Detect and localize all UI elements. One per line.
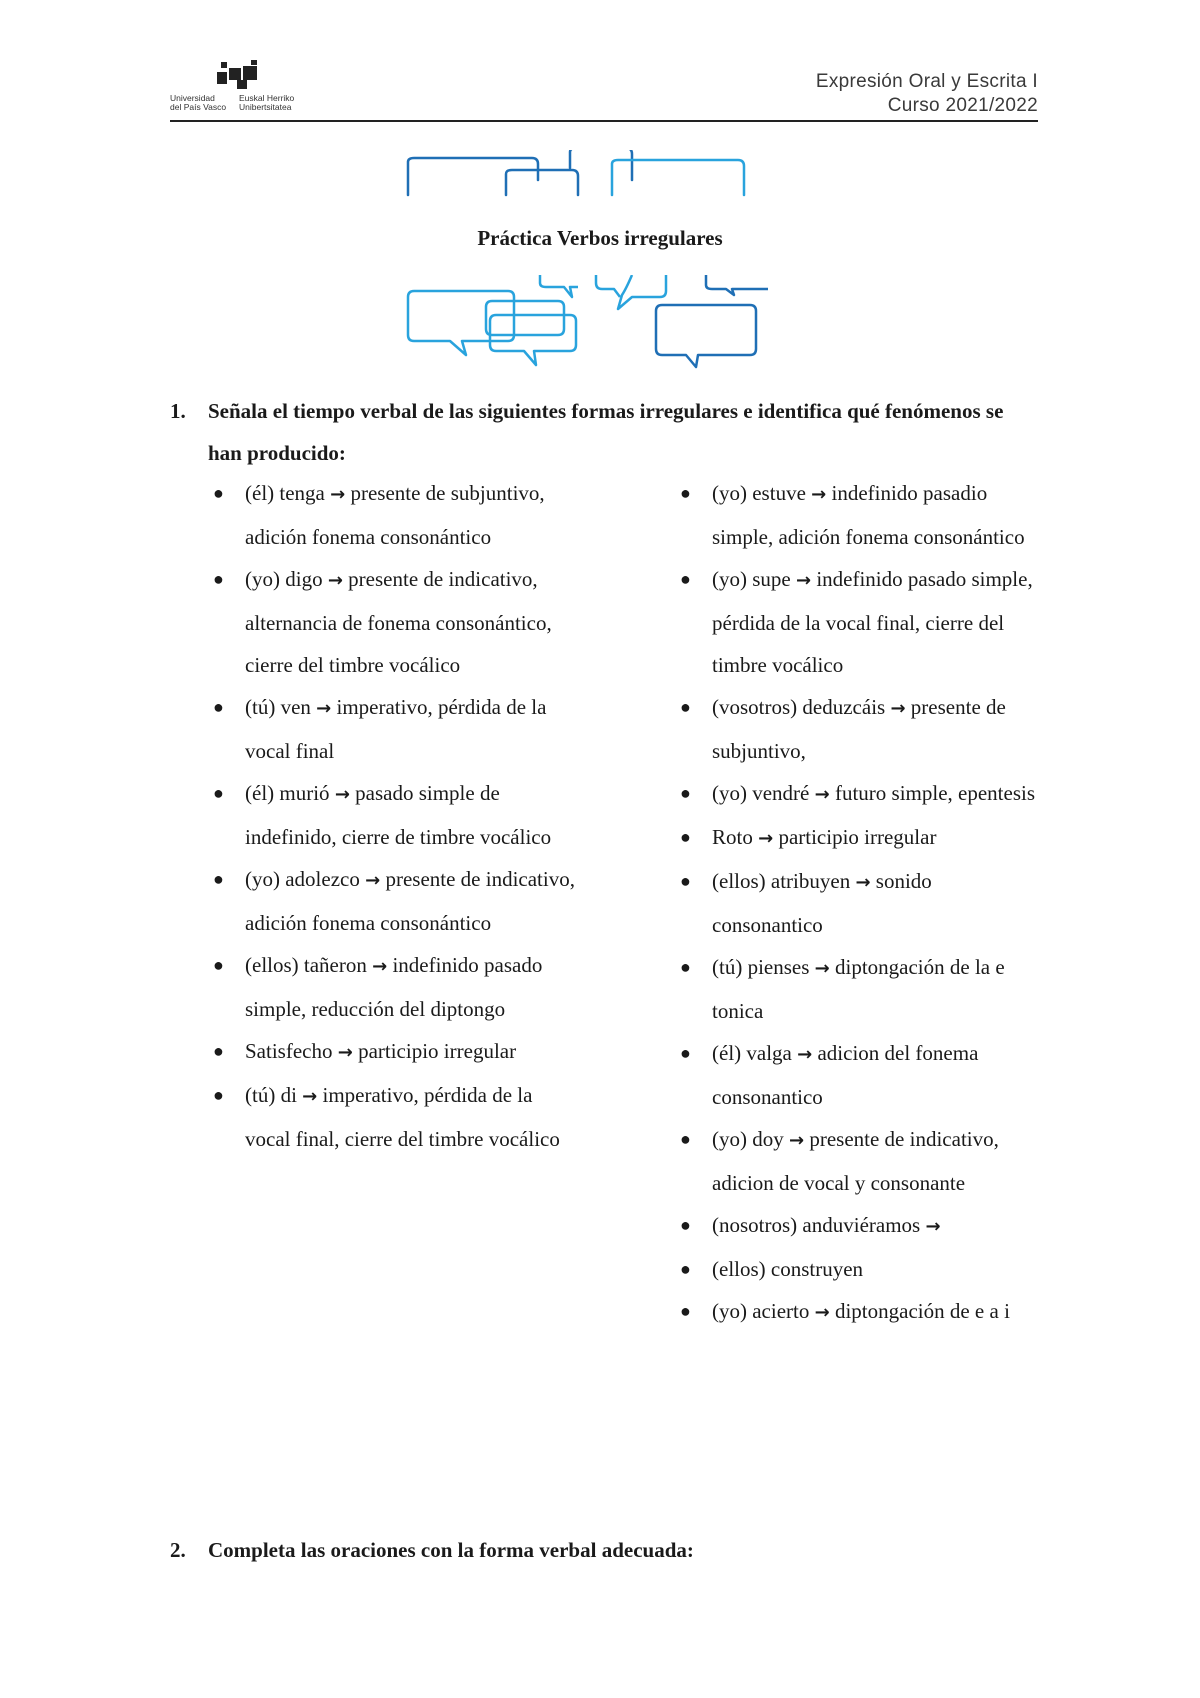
bullet-icon: ● [680,1215,691,1235]
arrow-right-icon: → [795,570,812,591]
verb-form: (yo) estuve [712,481,806,505]
university-logo [170,60,300,120]
list-item [213,772,575,858]
list-item [680,686,1042,772]
list-item [213,472,575,558]
list-item [213,686,575,772]
list-item [680,558,1042,686]
verb-description: imperativo, pérdida de la vocal final [245,695,547,763]
verb-description: indefinido pasado simple, pérdida de la vocal final, cierre del timbre vocálico [712,567,1033,677]
verb-description: presente de indicativo, adicion de vocal y consonante [712,1127,999,1195]
verb-description: indefinido pasadio simple, adición fonema consonántico [712,481,1025,549]
question-2 [170,1529,1040,1571]
verb-form: (tú) ven [245,695,311,719]
arrow-right-icon: → [814,958,830,979]
bullet-icon: ● [213,483,224,503]
verb-description: participio irregular [778,825,937,849]
question-2-number: 2. [170,1538,186,1562]
list-item [213,858,575,944]
arrow-right-icon: → [925,1216,941,1237]
verb-form: (ellos) atribuyen [712,869,851,893]
arrow-right-icon: → [302,1086,318,1107]
verb-form: Satisfecho [245,1039,333,1063]
list-item [680,816,1042,860]
page-header [816,70,1038,118]
bullet-icon: ● [680,697,691,717]
logo-text-spanish: Universidad del País Vasco [170,93,227,112]
bullet-icon: ● [213,783,224,803]
list-item [680,472,1042,558]
list-item [680,860,1042,946]
verb-description: pasado simple de indefinido, cierre de timbre vocálico [245,781,552,849]
arrow-right-icon: → [814,1302,830,1323]
arrow-right-icon: → [855,872,871,893]
arrow-right-icon: → [365,870,381,891]
verb-form: (yo) acierto [712,1299,810,1323]
arrow-right-icon: → [811,484,827,505]
bullet-icon: ● [213,1085,224,1105]
arrow-right-icon: → [337,1042,353,1063]
verb-list-left [213,472,575,1160]
question-1-number: 1. [170,399,186,423]
verb-form: (yo) adolezco [245,867,360,891]
bullet-icon: ● [213,697,224,717]
question-2-text: Completa las oraciones con la forma verbal adecuada: [208,1538,694,1562]
question-1 [170,390,1040,474]
bullet-icon: ● [680,871,691,891]
verb-description: diptongación de e a i [834,1299,1010,1323]
verb-description: presente de indicativo, adición fonema consonántico [245,867,575,935]
bullet-icon: ● [213,955,224,975]
verb-form: (yo) digo [245,567,323,591]
verb-form: (tú) di [245,1083,297,1107]
bullet-icon: ● [680,1129,691,1149]
bullet-icon: ● [680,1301,691,1321]
bullet-icon: ● [213,569,224,589]
arrow-right-icon: → [327,570,343,591]
verb-description: sonido consonantico [712,869,932,937]
verb-form: (vosotros) deduzcáis [712,695,886,719]
arrow-right-icon: → [758,828,774,849]
list-item [680,772,1042,816]
verb-list-right [680,472,1042,1334]
bullet-icon: ● [680,569,691,589]
verb-form: (yo) supe [712,567,791,591]
arrow-right-icon: → [316,698,332,719]
bullet-icon: ● [680,483,691,503]
verb-description: indefinido pasado simple, reducción del diptongo [245,953,543,1021]
verb-form: (él) valga [712,1041,792,1065]
verb-description: presente de indicativo, alternancia de fonema consonántico, cierre del timbre vocálico [245,567,552,677]
arrow-right-icon: → [334,784,350,805]
bullet-icon: ● [680,957,691,977]
arrow-right-icon: → [789,1130,805,1151]
list-item [213,558,575,686]
course-year: Curso 2021/2022 [887,95,1038,116]
header-divider [170,120,1038,122]
bullet-icon: ● [680,827,691,847]
course-name: Expresión Oral y Escrita I [815,71,1038,92]
speech-bubbles-decoration-bottom [400,275,820,375]
list-item [213,1030,575,1074]
verb-description: diptongación de la e tonica [712,955,1005,1023]
verb-description: imperativo, pérdida de la vocal final, cierre del timbre vocálico [245,1083,560,1151]
bullet-icon: ● [680,1259,691,1279]
arrow-right-icon: → [890,698,906,719]
verb-form: (tú) pienses [712,955,810,979]
arrow-right-icon: → [814,784,830,805]
verb-description: presente de subjuntivo, adición fonema consonántico [245,481,545,549]
page-title: Práctica Verbos irregulares [477,226,723,250]
verb-description: participio irregular [358,1039,517,1063]
verb-form: (yo) vendré [712,781,810,805]
university-logo-icon [215,60,265,90]
verb-form: Roto [712,825,753,849]
bullet-icon: ● [680,783,691,803]
verb-form: (ellos) tañeron [245,953,367,977]
list-item [213,1074,575,1160]
list-item [680,946,1042,1032]
list-item [680,1032,1042,1118]
arrow-right-icon: → [330,484,346,505]
arrow-right-icon: → [372,956,388,977]
verb-form: (él) tenga [245,481,325,505]
list-item [213,944,575,1030]
bullet-icon: ● [213,869,224,889]
speech-bubbles-decoration-top [400,150,820,200]
list-item [680,1248,1042,1290]
verb-description: presente de subjuntivo, [712,695,1006,763]
bullet-icon: ● [213,1041,224,1061]
bullet-icon: ● [680,1043,691,1063]
logo-text-basque: Euskal Herriko Unibertsitatea [239,93,295,112]
list-item [680,1118,1042,1204]
verb-description: futuro simple, epentesis [834,781,1036,805]
list-item [680,1290,1042,1334]
verb-form: (yo) doy [712,1127,784,1151]
verb-description: adicion del fonema consonantico [712,1041,979,1109]
verb-form: (ellos) construyen [712,1257,864,1281]
verb-form: (nosotros) anduviéramos [712,1213,921,1237]
arrow-right-icon: → [797,1044,813,1065]
verb-form: (él) murió [245,781,330,805]
list-item [680,1204,1042,1248]
question-1-text: Señala el tiempo verbal de las siguientes formas irregulares e identifica qué fenómenos se han producido: [208,399,1004,465]
